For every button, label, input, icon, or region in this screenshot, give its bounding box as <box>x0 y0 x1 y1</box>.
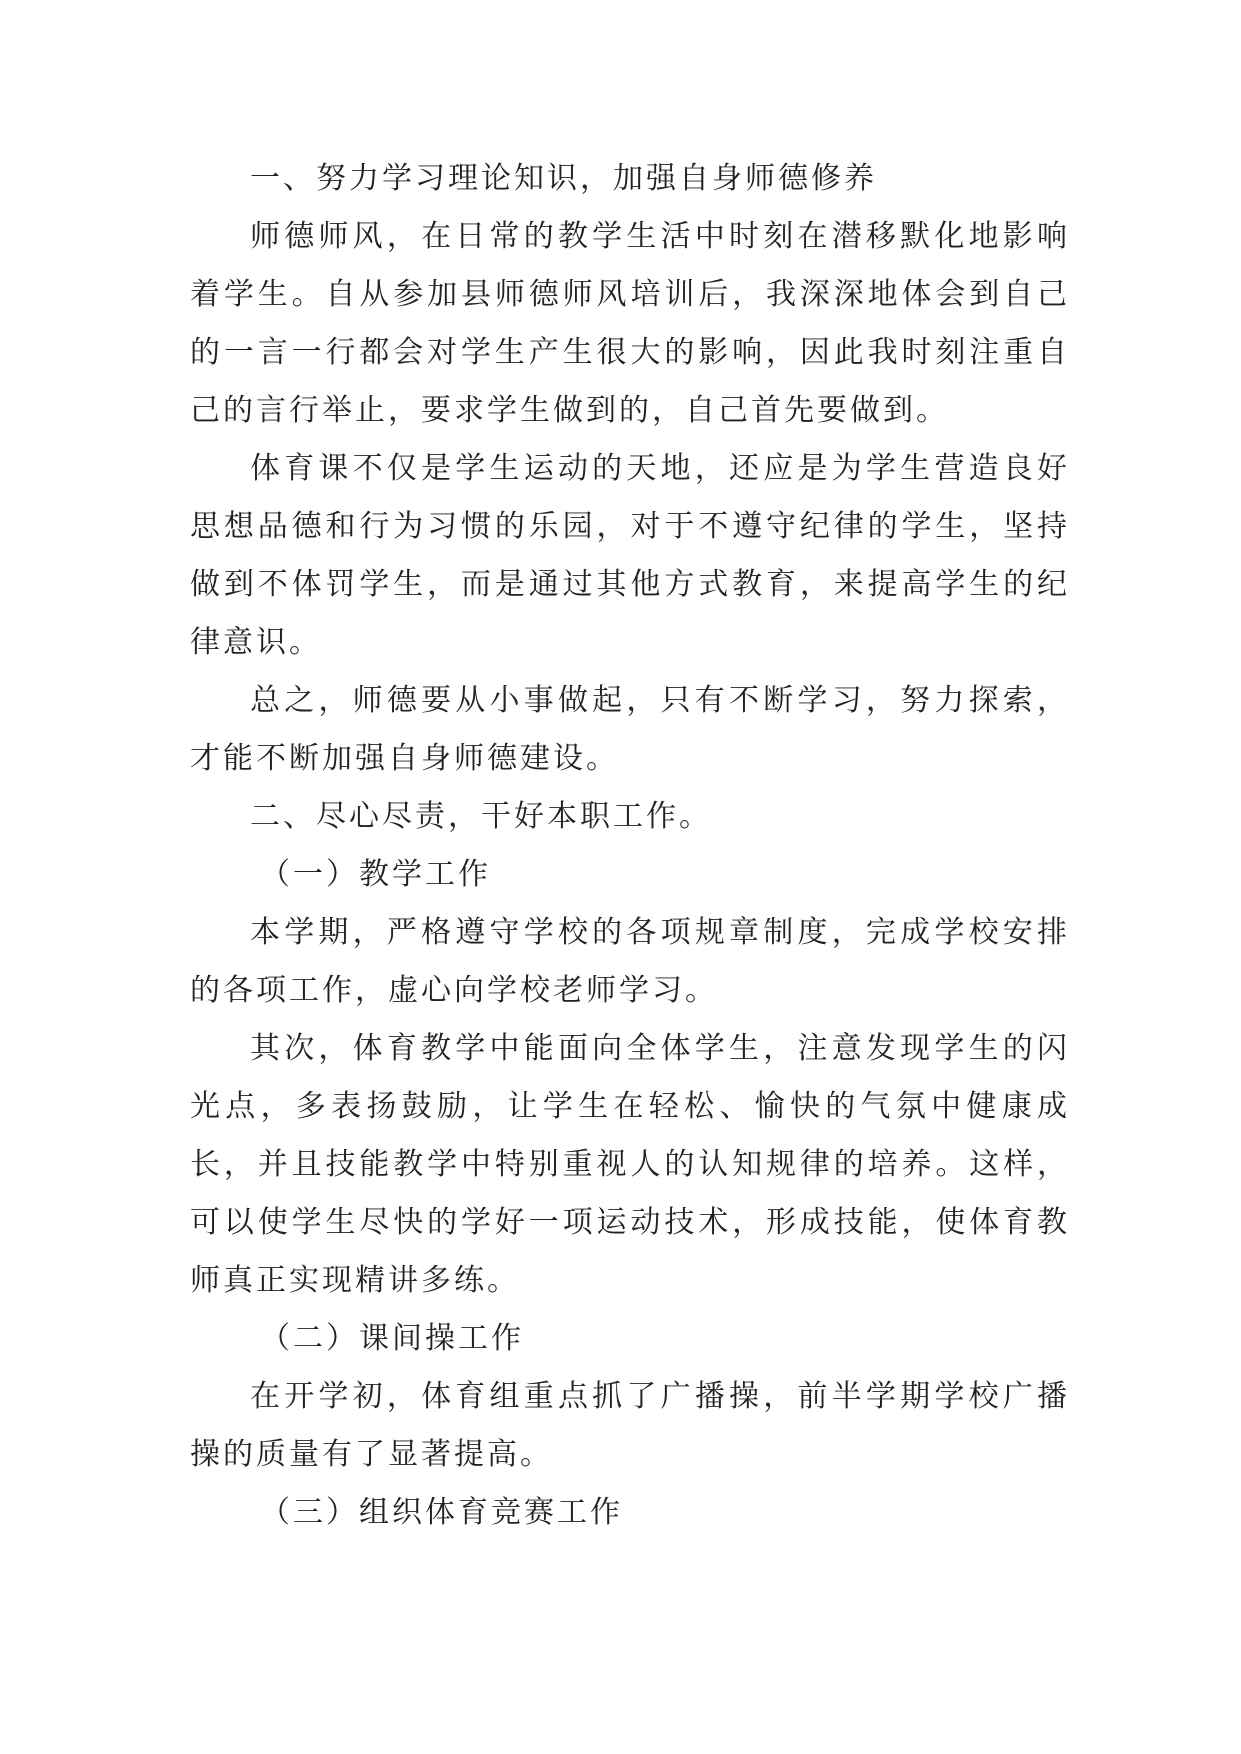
subsection-heading-teaching: （一）教学工作 <box>260 857 491 892</box>
paragraph-summary: 总之，师德要从小事做起，只有不断学习，努力探索，才能不断加强自身师德建设。 <box>190 683 1070 776</box>
paragraph-teaching-rules: 本学期，严格遵守学校的各项规章制度，完成学校安排的各项工作，虚心向学校老师学习。 <box>190 915 1070 1008</box>
subsection-heading-competition: （三）组织体育竞赛工作 <box>260 1495 623 1530</box>
paragraph-broadcast-exercise: 在开学初，体育组重点抓了广播操，前半学期学校广播操的质量有了显著提高。 <box>190 1379 1070 1472</box>
section-heading-2: 二、尽心尽责，干好本职工作。 <box>250 799 712 834</box>
section-heading-1: 一、努力学习理论知识，加强自身师德修养 <box>250 161 877 196</box>
paragraph-pe-class: 体育课不仅是学生运动的天地，还应是为学生营造良好思想品德和行为习惯的乐园，对于不遵守纪律的学生，坚持做到不体罚学生，而是通过其他方式教育，来提高学生的纪律意识。 <box>190 451 1070 660</box>
paragraph-teaching-method: 其次，体育教学中能面向全体学生，注意发现学生的闪光点，多表扬鼓励，让学生在轻松、愉快的气氛中健康成长，并且技能教学中特别重视人的认知规律的培养。这样，可以使学生尽快的学好一项运动技术，形成技能，使体育教师真正实现精讲多练。 <box>190 1031 1070 1298</box>
document-body <box>190 150 1070 1542</box>
subsection-heading-exercise: （二）课间操工作 <box>260 1321 524 1356</box>
paragraph-teacher-ethics: 师德师风，在日常的教学生活中时刻在潜移默化地影响着学生。自从参加县师德师风培训后，我深深地体会到自己的一言一行都会对学生产生很大的影响，因此我时刻注重自己的言行举止，要求学生做到的，自己首先要做到。 <box>190 219 1070 428</box>
